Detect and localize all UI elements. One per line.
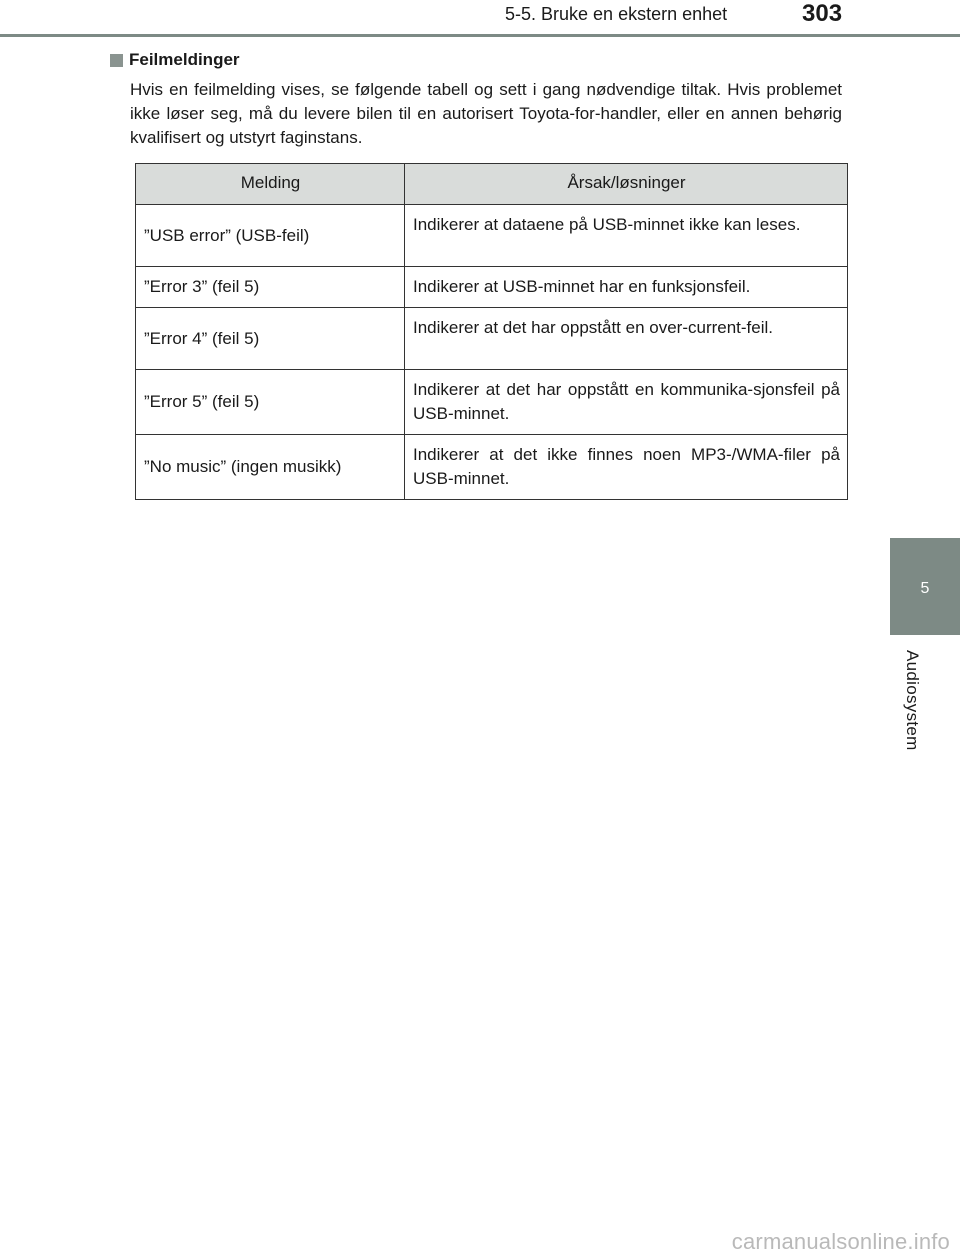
intro-paragraph: Hvis en feilmelding vises, se følgende tabell og sett i gang nødvendige tiltak. Hvis problemet ikke løser seg, må du levere bilen til en autorisert Toyota-for-handler, eller en annen behørig kvalifisert og utstyrt faginstans.: [130, 80, 842, 147]
section-heading-text: Feilmeldinger: [129, 50, 240, 69]
message-cell: ”Error 4” (feil 5): [136, 308, 405, 370]
cause-cell: Indikerer at det har oppstått en over-current-feil.: [405, 308, 848, 370]
message-cell: ”Error 3” (feil 5): [136, 267, 405, 308]
error-message-table: [135, 163, 848, 500]
cause-cell: Indikerer at det ikke finnes noen MP3-/WMA-filer på USB-minnet.: [405, 435, 848, 500]
chapter-number: 5: [920, 580, 930, 597]
message-cell: ”Error 5” (feil 5): [136, 370, 405, 435]
chapter-tab: [890, 538, 960, 635]
column-header-message: Melding: [136, 164, 405, 205]
cause-cell: Indikerer at dataene på USB-minnet ikke kan leses.: [405, 205, 848, 267]
square-bullet-icon: [110, 54, 123, 67]
section-heading: [110, 50, 240, 70]
cause-cell: Indikerer at det har oppstått en kommunika-sjonsfeil på USB-minnet.: [405, 370, 848, 435]
watermark-text: carmanualsonline.info: [731, 1229, 950, 1254]
page-number: 303: [802, 0, 843, 27]
page-header: [0, 0, 960, 40]
table-row: [136, 267, 848, 308]
message-cell: ”No music” (ingen musikk): [136, 435, 405, 500]
table-row: [136, 205, 848, 267]
chapter-title: Audiosystem: [903, 650, 922, 751]
column-header-cause: Årsak/løsninger: [405, 164, 848, 205]
table-row: [136, 308, 848, 370]
table-header-row: [136, 164, 848, 205]
cause-cell: Indikerer at USB-minnet har en funksjonsfeil.: [405, 267, 848, 308]
table-row: [136, 435, 848, 500]
table-row: [136, 370, 848, 435]
message-cell: ”USB error” (USB-feil): [136, 205, 405, 267]
section-title: 5-5. Bruke en ekstern enhet: [505, 4, 728, 24]
header-divider: [0, 34, 960, 37]
